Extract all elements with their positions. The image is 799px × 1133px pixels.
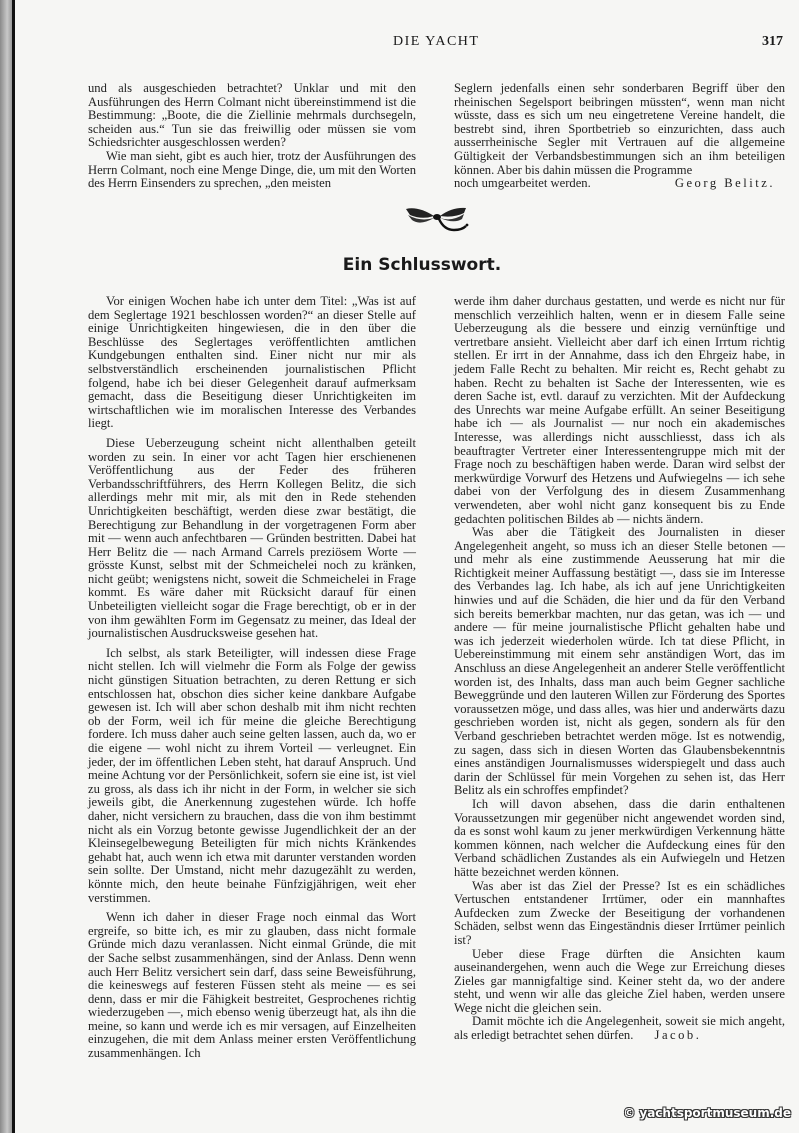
watermark: © yachtsportmuseum.de (623, 1106, 791, 1120)
paragraph: Wie man sieht, gibt es auch hier, trotz der Ausführungen des Herrn Colmant, noch eine Menge Dinge, die, um mit den Worten des Herrn Einsenders zu sprechen, „den meisten (88, 148, 416, 191)
article-right-column (454, 295, 785, 1043)
article-title: Ein Schlusswort. (342, 255, 502, 275)
running-head (15, 34, 799, 54)
last-line: noch umgearbeitet werden. (454, 176, 591, 191)
signature-jacob: Jacob. (654, 1028, 702, 1043)
paragraph: Ueber diese Frage dürften die Ansichten kaum auseinandergehen, wenn auch die Wege zur Erreichung dieses Zieles gar mannigfaltige sind. Keiner steht da, wo der andere steht, und wenn wir alle das gleiche Ziel haben, werden unsere Wege nicht die gleichen sein. (454, 946, 785, 1015)
paragraph: Vor einigen Wochen habe ich unter dem Titel: „Was ist auf dem Seglertage 1921 beschlossen worden?“ an dieser Stelle auf einige Unrichtigkeiten hingewiesen, die in den über die Beschlüsse des Seglertages veröffentlichten amtlichen Kundgebungen enthalten sind. Einer nicht nur mir als selbstverständlich erscheinenden journalistischen Pflicht folgend, habe ich bei dieser Gelegenheit darauf aufmerksam gemacht, dass die Beseitigung dieser Unrichtigkeiten im wirtschaftlichen wie im moralischen Interesse des Verbandes liegt. (88, 294, 416, 431)
dragonfly-icon (404, 206, 474, 238)
closing-line: Damit möchte ich die Angelegenheit, soweit sie mich angeht, als erledigt betrachtet sehen dürfen. (454, 1014, 785, 1043)
paragraph: Was aber die Tätigkeit des Journalisten in dieser Angelegenheit angeht, so muss ich an dieser Stelle betonen — und mehr als eine zustimmende Aeusserung hat mir die Richtigkeit meiner Auffassung bestätigt —, dass sie im Interesse des Verbandes lag. Ich habe, als ich auf jene Unrichtigkeiten hinwies und auf die Schäden, die hier und da für den Verband sich bereits bemerkbar machten, nur das getan, was ich — und andere — für meine journalistische Pflicht gehalten habe und was ich jederzeit wiederholen würde. Ich tat diese Pflicht, in Uebereinstimmung mit einem sehr anständigen Wort, das im Anschluss an diese Angelegenheit an anderer Stelle veröffentlicht worden ist, des Inhalts, dass man auch beim Gegner sachliche Beweggründe und den lauteren Willen zur Förderung des Sportes voraussetzen möge, und dass alles, was hier und anderwärts dazu geschrieben worden ist, nicht als gegen, sondern als für den Verband geschrieben betrachtet werden möge. Ist es notwendig, zu sagen, dass sich in diesen Worten das Glaubensbekenntnis eines anständigen Journalismusses widerspiegelt und dass auch darin der Schlüssel für mein Vorgehen zu sehen ist, das Herr Belitz als ein schroffes empfindet? (454, 525, 785, 798)
paragraph: Diese Ueberzeugung scheint nicht allenthalben geteilt worden zu sein. In einer vor acht Tagen hier erschienenen Veröffentlichung aus der Feder des früheren Verbandsschriftführers, des Herrn Kollegen Belitz, die sich allerdings mehr mit mir, als mit den in Rede stehenden Unrichtigkeiten beschäftigt, werden diese zwar bestätigt, die Berechtigung zur Behandlung in der vorgetragenen Form aber mit — wenn auch anfechtbaren — Gründen bestritten. Dabei hat Herr Belitz die — nach Armand Carrels preziösem Worte — grösste Kunst, selbst mit der Schmeichelei noch zu kränken, nicht geübt; wenigstens nicht, soweit die Schmeichelei in Frage kommt. Es wäre daher mit Rücksicht darauf für einen Unbeteiligten vielleicht sogar die Frage berechtigt, ob er in der von ihm gewählten Form im Gegensatz zu meiner, das Ideal der journalistischen Ausdrucksweise gesehen hat. (88, 435, 416, 641)
paragraph: und als ausgeschieden betrachtet? Unklar und mit den Ausführungen des Herrn Colmant nicht übereinstimmend ist die Bestimmung: „Boote, die die Ziellinie mehrmals durchsegeln, scheiden aus.“ Tun sie das freiwillig oder müssen sie vom Schiedsrichter ausgeschlossen werden? (88, 81, 416, 150)
closing-row (454, 177, 785, 191)
article-left-column (88, 295, 416, 1061)
signature-belitz: Georg Belitz. (674, 176, 775, 191)
journal-title: DIE YACHT (393, 34, 480, 49)
closing-paragraph (454, 1015, 785, 1042)
paragraph: Wenn ich daher in dieser Frage noch einmal das Wort ergreife, so bitte ich, es mir zu glauben, dass nicht formale Gründe mich dazu veranlassen. Nicht einmal Gründe, die mit der Sache selbst zusammenhängen, sind der Anlass. Denn wenn auch Herr Belitz versichert sein darf, dass seine Beweisführung, die keineswegs auf festeren Füssen steht als meine — es sei denn, dass er mir die Fähigkeit bestreitet, Gesprochenes richtig wiederzugeben —, mich ebenso wenig überzeugt hat, als ihn die meine, so kann und werde ich es mir versagen, auf Einzelheiten einzugehen, die mit dem Anlass meiner ersten Veröffentlichung zusammenhängen. Ich (88, 910, 416, 1061)
page-number: 317 (762, 34, 783, 49)
book-binding (0, 0, 12, 1133)
previous-article-right-column (454, 82, 785, 191)
paragraph: Ich will davon absehen, dass die darin enthaltenen Voraussetzungen mir gegenüber nicht angewendet worden sind, da es sonst wohl kaum zu jener merkwürdigen Verkennung hätte kommen können, nach welcher die Aufdeckung eines für den Verband schädlichen Zustandes als ein Aufwiegeln und Hetzen hätte bezeichnet werden können. (454, 796, 785, 879)
previous-article-left-column (88, 82, 416, 191)
paragraph: werde ihm daher durchaus gestatten, und werde es nicht nur für menschlich verzeihlich halten, wenn er in diesem Falle seine Ueberzeugung als die bessere und einzig vernünftige und vertretbare ansieht. Vielleicht aber darf ich einen Irrtum richtig stellen. Er irrt in der Annahme, dass ich den Ehrgeiz habe, in jedem Falle Recht zu behalten. Mir reicht es, Recht gehabt zu haben. Recht zu behalten ist Sache der Interessenten, wie es deren Sache ist, evtl. darauf zu verzichten. Mit der Aufdeckung des Unrechts war meine Aufgabe erfüllt. An seiner Beseitigung habe ich — als Journalist — nur noch ein akademisches Interesse, was allerdings nicht ausschliesst, dass ich als beauftragter Vertreter einer Interessentengruppe mich mit der Frage noch zu beschäftigen haben werde. Daran wird selbst der merkwürdige Vorwurf des Hetzens und Aufwiegelns — ich sehe dabei von der Verfolgung des in diesem Zusammenhang verwendeten, aber wohl nicht ganz konsequent bis zu Ende gedachten politischen Bildes ab — nichts ändern. (454, 294, 785, 526)
page (15, 0, 799, 1133)
paragraph: Ich selbst, als stark Beteiligter, will indessen diese Frage nicht stellen. Ich will vielmehr die Form als Folge der gewiss nicht günstigen Situation betrachten, zu deren Rettung er sich entschlossen hat, obschon dies sicher keine dankbare Aufgabe gewesen ist. Ich will aber schon deshalb mit ihm nicht rechten ob der Form, weil ich für meine die gleiche Berechtigung fordere. Ich muss daher auch seine gelten lassen, auch da, wo er die eigene — wohl nicht zu ihrem Vorteil — verleugnet. Ein jeder, der im öffentlichen Leben steht, hat darauf Anspruch. Und meine Achtung vor der Persönlichkeit, sofern sie eine ist, ist viel zu gross, als dass ich ihr nicht in der Form, in welcher sie sich jeweils gibt, die Anerkennung zugestehen würde. Ich hoffe daher, nicht versichern zu brauchen, dass die von ihm bestimmt nicht als ein Vorzug betonte gewisse Jugendlichkeit der an der Kleinsegelbewegung Beteiligten für mich nichts Kränkendes gehabt hat, auch wenn ich etwa mit darunter verstanden worden sein sollte. Der Umstand, nicht mehr dazugezählt zu werden, könnte mich, den heute beinahe Fünfzigjährigen, weit eher verstimmen. (88, 645, 416, 905)
paragraph: Was aber ist das Ziel der Presse? Ist es ein schädliches Vertuschen entstandener Irrtümer, oder ein mannhaftes Aufdecken zum Zwecke der Beseitigung der vorhandenen Schäden, selbst wenn das Eingeständnis dieser Irrtümer peinlich ist? (454, 878, 785, 947)
paragraph: Seglern jedenfalls einen sehr sonderbaren Begriff über den rheinischen Segelsport beibringen müssten“, wenn man nicht wüsste, dass es sich um neu eingetretene Vereine handelt, die bestrebt sind, ihren Sportbetrieb so einzurichten, dass auch ausserrheinische Segler mit Vertrauen auf die allgemeine Gültigkeit der Verbandsbestimmungen sich an ihm beteiligen können. Aber bis dahin müssen die Programme (454, 81, 785, 177)
